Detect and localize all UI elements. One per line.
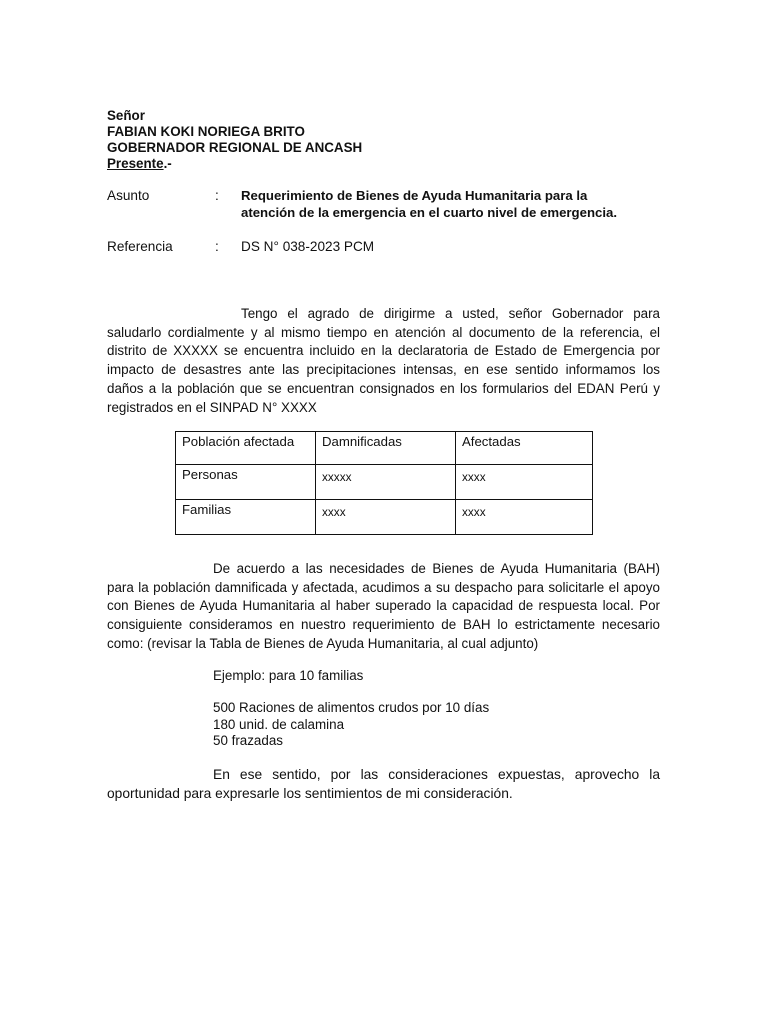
table-row	[176, 500, 593, 535]
recipient-name: FABIAN KOKI NORIEGA BRITO	[107, 124, 305, 139]
referencia-label: Referencia	[107, 239, 173, 254]
referencia-value: DS N° 038-2023 PCM	[241, 239, 375, 254]
referencia-row	[107, 238, 667, 256]
list-item: 50 frazadas	[213, 733, 283, 748]
paragraph-3-text: En ese sentido, por las consideraciones expuestas, aprovecho la oportunidad para expresarle los sentimientos de mi consideración.	[107, 767, 660, 801]
example-list	[213, 700, 489, 750]
table-cell: xxxxx	[316, 465, 456, 500]
salutation: Señor	[107, 108, 145, 123]
asunto-label: Asunto	[107, 188, 150, 203]
list-item: 500 Raciones de alimentos crudos por 10 días	[213, 700, 490, 715]
asunto-line-1: Requerimiento de Bienes de Ayuda Humanitaria para la	[241, 188, 588, 203]
table-row	[176, 465, 593, 500]
table-header-row	[176, 432, 593, 465]
damage-table	[175, 431, 593, 535]
presente-word: Presente	[107, 156, 164, 171]
list-item: 180 unid. de calamina	[213, 716, 345, 732]
table-cell: xxxx	[316, 500, 456, 535]
table-cell: Personas	[176, 465, 316, 500]
asunto-line-2: atención de la emergencia en el cuarto nivel de emergencia.	[241, 205, 617, 220]
example-title: Ejemplo: para 10 familias	[213, 668, 364, 683]
recipient-block	[107, 108, 362, 172]
asunto-colon: :	[215, 188, 219, 203]
table-header-cell: Población afectada	[176, 432, 316, 465]
presente-line	[107, 156, 362, 172]
table-header-cell: Afectadas	[456, 432, 593, 465]
table-cell: xxxx	[456, 465, 593, 500]
recipient-position: GOBERNADOR REGIONAL DE ANCASH	[107, 140, 363, 155]
asunto-row	[107, 187, 667, 223]
table-cell: xxxx	[456, 500, 593, 535]
table-header-cell: Damnificadas	[316, 432, 456, 465]
paragraph-1-text: Tengo el agrado de dirigirme a usted, señor Gobernador para saludarlo cordialmente y al mismo tiempo en atención al documento de la referencia, el distrito de XXXXX se encuentra incluido en la declaratoria de Estado de Emergencia por impacto de desastres ante las precipitaciones intensas, en ese sentido informamos los daños a la población que se encuentran consignados en los formularios del EDAN Perú y registrados en el SINPAD N° XXXX	[107, 306, 660, 415]
referencia-colon: :	[215, 239, 219, 254]
paragraph-1	[107, 305, 660, 417]
presente-suffix: .-	[163, 156, 172, 171]
paragraph-2	[107, 560, 660, 654]
table-cell: Familias	[176, 500, 316, 535]
paragraph-3	[107, 766, 660, 803]
paragraph-2-text: De acuerdo a las necesidades de Bienes de Ayuda Humanitaria (BAH) para la población damnificada y afectada, acudimos a su despacho para solicitarle el apoyo con Bienes de Ayuda Humanitaria al haber superado la capacidad de respuesta local. Por consiguiente consideramos en nuestro requerimiento de BAH lo estrictamente necesario como: (revisar la Tabla de Bienes de Ayuda Humanitaria, al cual adjunto)	[107, 561, 660, 651]
